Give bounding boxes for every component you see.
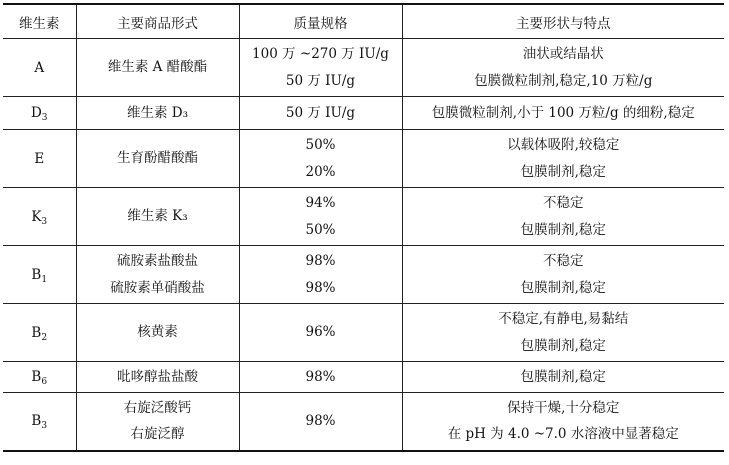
spec-line: 50 万 IU/g [285, 104, 356, 121]
feature-line: 包膜制剂,稳定 [520, 368, 606, 385]
feature-line: 在 pH 为 4.0 ~7.0 水溶液中显著稳定 [447, 426, 679, 443]
form-cell [76, 97, 239, 130]
feature-cell [402, 97, 724, 130]
table-row [3, 362, 724, 393]
vitamin-subscript: 6 [41, 377, 48, 387]
spec-line: 50 万 IU/g [285, 72, 356, 89]
header-specs: 质量规格 [239, 4, 402, 39]
table-row [3, 188, 724, 246]
feature-line: 包膜微粒制剂,稳定,10 万粒/g [474, 72, 653, 89]
vitamin-name: K [31, 208, 42, 225]
spec-line: 96% [305, 324, 336, 341]
feature-line: 不稳定 [543, 253, 584, 269]
spec-line: 100 万 ~270 万 IU/g [252, 46, 389, 62]
table-row [3, 304, 724, 362]
form-cell [76, 362, 239, 393]
vitamin-subscript: 2 [41, 332, 48, 343]
form-cell [76, 304, 239, 362]
table-row [3, 39, 724, 97]
feature-line: 包膜制剂,稳定 [520, 279, 606, 296]
spec-line: 50% [305, 137, 336, 153]
table-row [3, 130, 724, 188]
feature-line: 包膜微粒制剂,小于 100 万粒/g 的细粉,稳定 [431, 104, 695, 121]
table-row [3, 97, 724, 130]
feature-line: 以载体吸附,较稳定 [507, 137, 620, 153]
spec-cell [239, 304, 402, 362]
form-line: 吡哆醇盐盐酸 [117, 368, 198, 385]
vitamin-cell [3, 246, 76, 304]
form-cell [76, 393, 239, 451]
spec-cell [239, 362, 402, 393]
vitamin-subscript: 3 [41, 113, 48, 123]
feature-line: 包膜制剂,稳定 [520, 337, 606, 354]
form-cell [76, 130, 239, 188]
vitamin-cell [3, 393, 76, 451]
vitamin-name: D [30, 105, 42, 121]
feature-line: 包膜制剂,稳定 [520, 163, 606, 180]
vitamin-cell [3, 97, 76, 130]
spec-cell [239, 393, 402, 451]
feature-cell [402, 362, 724, 393]
header-forms: 主要商品形式 [76, 4, 239, 39]
spec-cell [239, 39, 402, 97]
vitamin-name: B [31, 266, 42, 283]
form-line: 生育酚醋酸酯 [117, 150, 198, 167]
form-line: 右旋泛醇 [130, 426, 185, 443]
vitamin-name: A [34, 59, 45, 76]
spec-cell [239, 246, 402, 304]
form-line: 维生素 D₃ [126, 104, 189, 121]
feature-cell [402, 393, 724, 451]
vitamin-name: B [31, 413, 42, 430]
vitamin-cell [3, 188, 76, 246]
table-row [3, 393, 724, 451]
feature-cell [402, 188, 724, 246]
feature-cell [402, 130, 724, 188]
vitamin-cell [3, 39, 76, 97]
vitamin-subscript: 3 [41, 421, 48, 432]
spec-line: 20% [305, 163, 336, 180]
header-features: 主要形状与特点 [402, 4, 724, 39]
feature-line: 保持干燥,十分稳定 [507, 399, 620, 416]
feature-line: 不稳定 [543, 195, 584, 211]
spec-line: 98% [305, 368, 336, 385]
spec-cell [239, 97, 402, 130]
vitamin-cell [3, 130, 76, 188]
spec-line: 50% [305, 221, 336, 238]
table-body [3, 39, 724, 451]
vitamin-name: E [34, 150, 45, 167]
header-row [3, 4, 724, 39]
form-cell [76, 188, 239, 246]
vitamin-cell [3, 362, 76, 393]
form-line: 维生素 K₃ [127, 208, 188, 225]
vitamin-name: B [31, 324, 42, 341]
spec-line: 98% [305, 279, 336, 296]
spec-line: 98% [305, 253, 336, 269]
vitamin-subscript: 3 [41, 216, 48, 227]
feature-cell [402, 304, 724, 362]
form-line: 维生素 A 醋酸酯 [107, 59, 208, 76]
feature-line: 不稳定,有静电,易黏结 [498, 311, 629, 327]
header-vitamin: 维生素 [3, 4, 76, 39]
form-line: 右旋泛酸钙 [123, 399, 192, 416]
spec-line: 98% [305, 413, 336, 429]
spec-line: 94% [305, 195, 336, 211]
vitamin-name: B [31, 369, 42, 385]
spec-cell [239, 130, 402, 188]
feature-cell [402, 246, 724, 304]
feature-line: 包膜制剂,稳定 [520, 221, 606, 238]
form-cell [76, 246, 239, 304]
vitamin-cell [3, 304, 76, 362]
form-cell [76, 39, 239, 97]
feature-line: 油状或结晶状 [522, 46, 604, 62]
form-line: 核黄素 [137, 324, 178, 341]
form-line: 硫胺素盐酸盐 [117, 253, 198, 269]
form-line: 硫胺素单硝酸盐 [110, 279, 205, 296]
vitamin-subscript: 1 [41, 274, 48, 285]
feature-cell [402, 39, 724, 97]
spec-cell [239, 188, 402, 246]
table-row [3, 246, 724, 304]
vitamin-table [3, 3, 724, 452]
